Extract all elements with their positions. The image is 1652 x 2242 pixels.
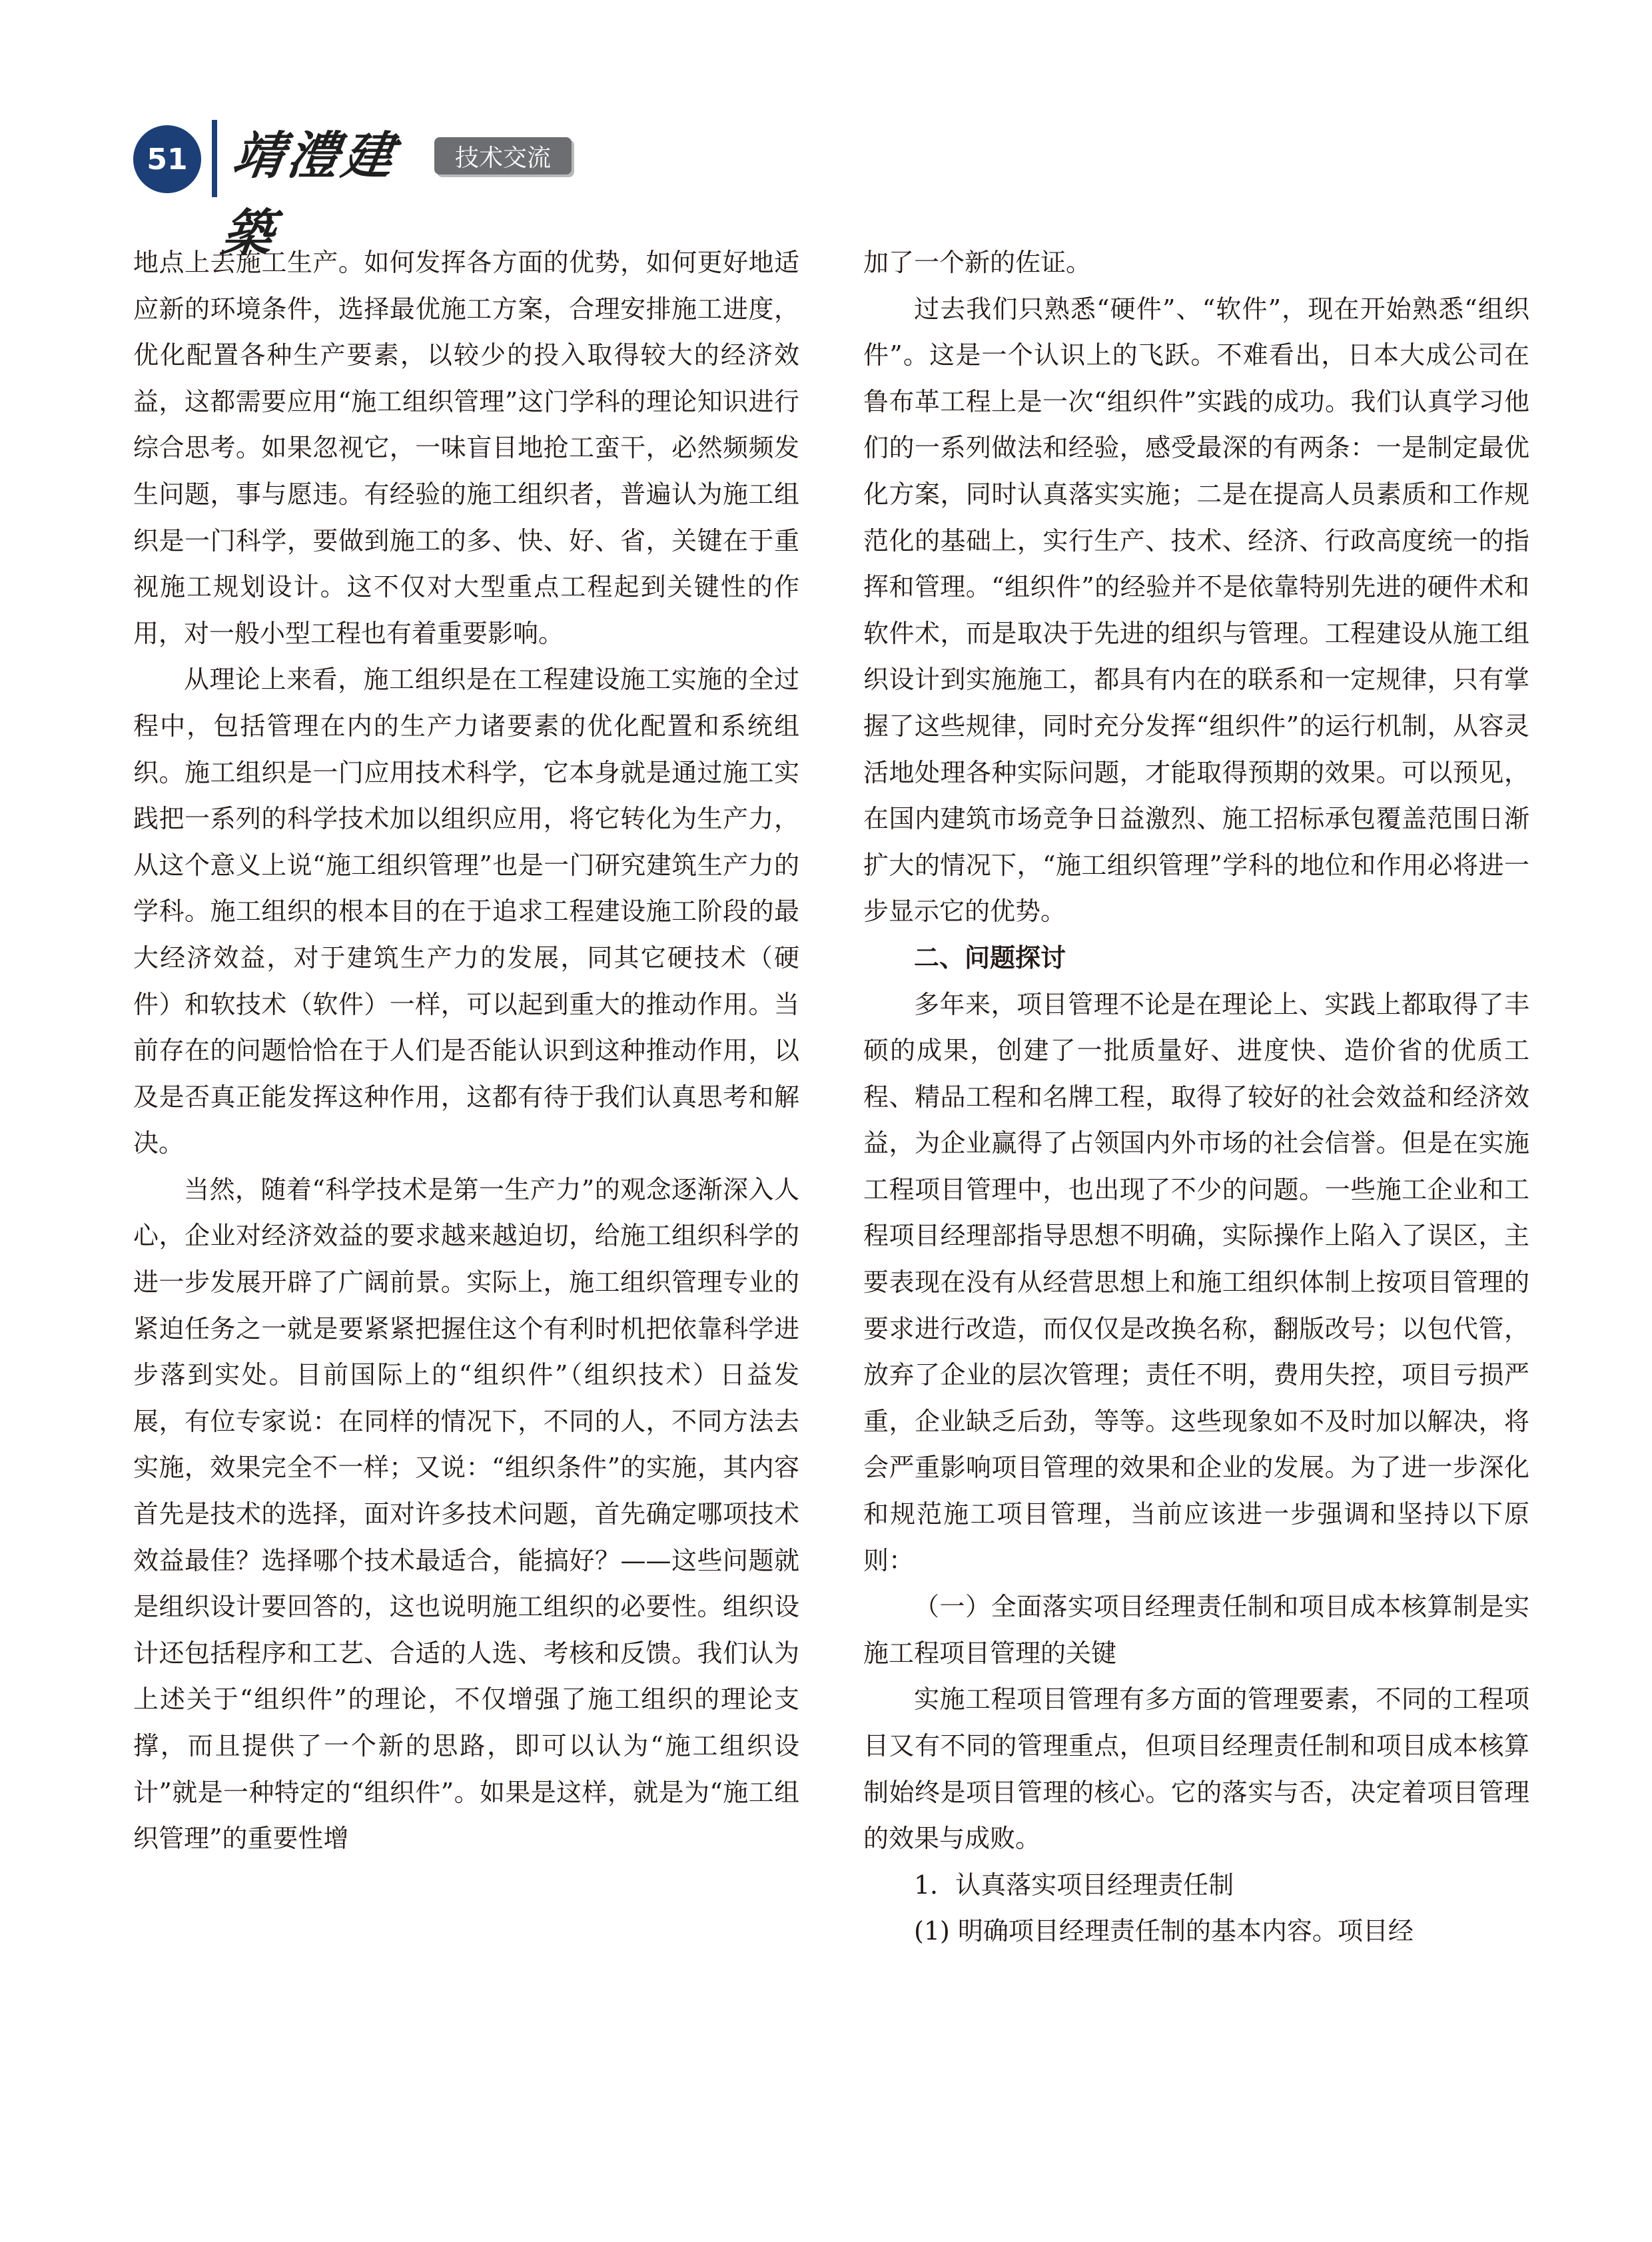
section-heading: 二、问题探讨 <box>914 942 1066 972</box>
page-number-badge: 51 <box>133 125 201 193</box>
journal-logo: 靖澧建築 <box>218 126 402 262</box>
header-divider <box>212 120 217 197</box>
page-header <box>0 0 1652 262</box>
section-tag: 技术交流 <box>434 137 572 175</box>
paragraph: 地点上去施工生产。如何发挥各方面的优势，如何更好地适应新的环境条件，选择最优施工方案，合理安排施工进度，优化配置各种生产要素，以较少的投入取得较大的经济效益，这都需要应用“施工组织管理”这门学科的理论知识进行综合思考。如果忽视它，一味盲目地抢工蛮干，必然频频发生问题，事与愿违。有经验的施工组织者，普遍认为施工组织是一门科学，要做到施工的多、快、好、省，关键在于重视施工规划设计。这不仅对大型重点工程起到关键性的作用，对一般小型工程也有着重要影响。 <box>133 248 799 648</box>
paragraph: 过去我们只熟悉“硬件”、“软件”，现在开始熟悉“组织件”。这是一个认识上的飞跃。不难看出，日本大成公司在鲁布革工程上是一次“组织件”实践的成功。我们认真学习他们的一系列做法和经验，感受最深的有两条：一是制定最优化方案，同时认真落实实施；二是在提高人员素质和工作规范化的基础上，实行生产、技术、经济、行政高度统一的指挥和管理。“组织件”的经验并不是依靠特别先进的硬件术和软件术，而是取决于先进的组织与管理。工程建设从施工组织设计到实施施工，都具有内在的联系和一定规律，只有掌握了这些规律，同时充分发挥“组织件”的运行机制，从容灵活地处理各种实际问题，才能取得预期的效果。可以预见，在国内建筑市场竞争日益激烈、施工招标承包覆盖范围日渐扩大的情况下，“施工组织管理”学科的地位和作用必将进一步显示它的优势。 <box>863 294 1529 927</box>
left-column <box>133 240 799 1862</box>
paragraph: 从理论上来看，施工组织是在工程建设施工实施的全过程中，包括管理在内的生产力诸要素的优化配置和系统组织。施工组织是一门应用技术科学，它本身就是通过施工实践把一系列的科学技术加以组织应用，将它转化为生产力，从这个意义上说“施工组织管理”也是一门研究建筑生产力的学科。施工组织的根本目的在于追求工程建设施工阶段的最大经济效益，对于建筑生产力的发展，同其它硬技术（硬件）和软技术（软件）一样，可以起到重大的推动作用。当前存在的问题恰恰在于人们是否能认识到这种推动作用，以及是否真正能发挥这种作用，这都有待于我们认真思考和解决。 <box>133 665 799 1158</box>
paragraph: 多年来，项目管理不论是在理论上、实践上都取得了丰硕的成果，创建了一批质量好、进度快、造价省的优质工程、精品工程和名牌工程，取得了较好的社会效益和经济效益，为企业赢得了占领国内外市场的社会信誉。但是在实施工程项目管理中，也出现了不少的问题。一些施工企业和工程项目经理部指导思想不明确，实际操作上陷入了误区，主要表现在没有从经营思想上和施工组织体制上按项目管理的要求进行改造，而仅仅是改换名称，翻版改号；以包代管，放弃了企业的层次管理；责任不明，费用失控，项目亏损严重，企业缺乏后劲，等等。这些现象如不及时加以解决，将会严重影响项目管理的效果和企业的发展。为了进一步深化和规范施工项目管理，当前应该进一步强调和坚持以下原则： <box>863 989 1529 1575</box>
paragraph: 实施工程项目管理有多方面的管理要素，不同的工程项目又有不同的管理重点，但项目经理责任制和项目成本核算制始终是项目管理的核心。它的落实与否，决定着项目管理的效果与成败。 <box>863 1684 1529 1854</box>
list-heading: 1．认真落实项目经理责任制 <box>914 1870 1234 1900</box>
paragraph: (1) 明确项目经理责任制的基本内容。项目经 <box>914 1916 1414 1946</box>
paragraph: 当然，随着“科学技术是第一生产力”的观念逐渐深入人心，企业对经济效益的要求越来越迫切，给施工组织科学的进一步发展开辟了广阔前景。实际上，施工组织管理专业的紧迫任务之一就是要紧紧把握住这个有利时机把依靠科学进步落到实处。目前国际上的“组织件”（组织技术）日益发展，有位专家说：在同样的情况下，不同的人，不同方法去实施，效果完全不一样；又说：“组织条件”的实施，其内容首先是技术的选择，面对许多技术问题，首先确定哪项技术效益最佳？选择哪个技术最适合，能搞好？——这些问题就是组织设计要回答的，这也说明施工组织的必要性。组织设计还包括程序和工艺、合适的人选、考核和反馈。我们认为上述关于“组织件”的理论，不仅增强了施工组织的理论支撑，而且提供了一个新的思路，即可以认为“施工组织设计”就是一种特定的“组织件”。如果是这样，就是为“施工组织管理”的重要性增 <box>133 1174 799 1854</box>
paragraph: 加了一个新的佐证。 <box>863 248 1092 277</box>
subheading: （一）全面落实项目经理责任制和项目成本核算制是实施工程项目管理的关键 <box>863 1592 1529 1668</box>
right-column <box>863 240 1529 1955</box>
